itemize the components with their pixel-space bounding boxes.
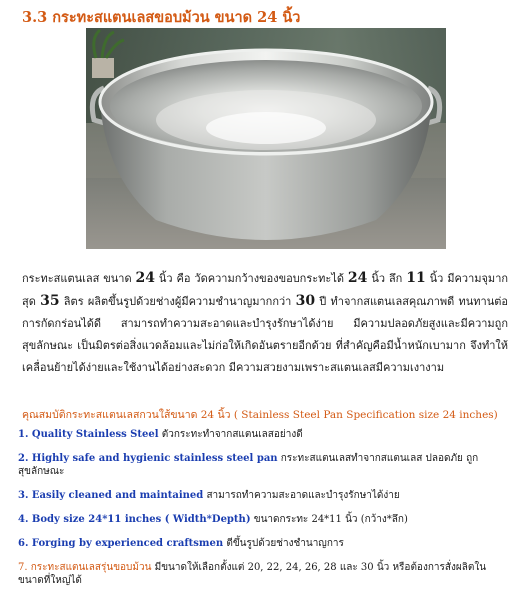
spec-item (18, 452, 510, 478)
desc-part-10: ปี ทำจากสแตนเลสคุณภาพดี ทนทานต่อการกัดกร่อนได้ดี สามารถทำความสะอาดและบำรุงรักษาได้ง่าย มีความปลอดภัยสูงและมีความถูกสุขลักษณะ เป็นมิตรต่อสิ่งแวดล้อมและไม่ก่อให้เกิดอันตรายอีกด้วย ที่สำคัญคือมีน้ำหนักเบามาก จึงทำให้เคลื่อนย้ายได้ง่ายและใช้งานได้อย่างสะดวก มีความสวยงามเพราะสแตนเลสมีความเงางาม (22, 295, 509, 374)
page-title: 3.3 กระทะสแตนเลสขอบม้วน ขนาด 24 นิ้ว (22, 9, 301, 26)
desc-width-value: 24 (135, 270, 155, 286)
spec-key: 4. Body size 24*11 inches ( Width*Depth) (18, 514, 251, 525)
spec-item (18, 489, 510, 502)
spec-text: ตัวกระทะทำจากสแตนเลสอย่างดี (158, 429, 303, 440)
spec-key: 1. Quality Stainless Steel (18, 429, 159, 440)
spec-item (18, 513, 510, 526)
spec-list (18, 428, 510, 598)
desc-part-4: นิ้ว ลึก (367, 272, 407, 285)
spec-text: สามารถทำความสะอาดและบำรุงรักษาได้ง่าย (203, 490, 400, 501)
spec-item (18, 428, 510, 441)
desc-part-6: นิ้ว มีความจุมากสุด (22, 272, 509, 308)
desc-depth-value: 11 (406, 270, 426, 286)
product-photo (86, 28, 446, 249)
stainless-pan-image (86, 28, 446, 249)
desc-part-2: นิ้ว คือ วัดความกว้างของขอบกระทะได้ (155, 272, 348, 285)
desc-years-value: 30 (295, 293, 316, 309)
spec-text: มีขนาดให้เลือกตั้งแต่ 20, 22, 24, 26, 28 และ 30 นิ้ว หรือต้องการสั่งผลิตในขนาดที่ใหญ่ได้ (18, 562, 487, 586)
spec-key: 6. Forging by experienced craftsmen (18, 538, 224, 549)
plant-decoration (92, 30, 124, 78)
spec-text: กระทะสแตนเลสทำจากสแตนเลส ปลอดภัย ถูกสุขลักษณะ (18, 453, 479, 477)
spec-text: ตีขึ้นรูปด้วยช่างชำนาญการ (223, 538, 344, 549)
spec-key: 2. Highly safe and hygienic stainless steel pan (18, 453, 278, 464)
spec-item (18, 561, 510, 587)
desc-part-0: กระทะสแตนเลส ขนาด (22, 272, 136, 285)
spec-item (18, 537, 510, 550)
spec-heading: คุณสมบัติกระทะสแตนเลสกวนใส้ขนาด 24 นิ้ว ( Stainless Steel Pan Specification size 24 inches) (22, 409, 498, 421)
spec-key: 7. กระทะสแตนเลสรุ่นขอบม้วน (18, 562, 152, 573)
spec-key: 3. Easily cleaned and maintained (18, 490, 204, 501)
desc-width-value-2: 24 (347, 270, 368, 286)
spec-text: ขนาดกระทะ 24*11 นิ้ว (กว้าง*ลึก) (250, 514, 408, 525)
desc-part-8: ลิตร ผลิตขึ้นรูปด้วยช่างผู้มีความชำนาญมากกว่า (59, 295, 296, 308)
product-description (22, 267, 508, 379)
desc-capacity-value: 35 (40, 293, 60, 309)
